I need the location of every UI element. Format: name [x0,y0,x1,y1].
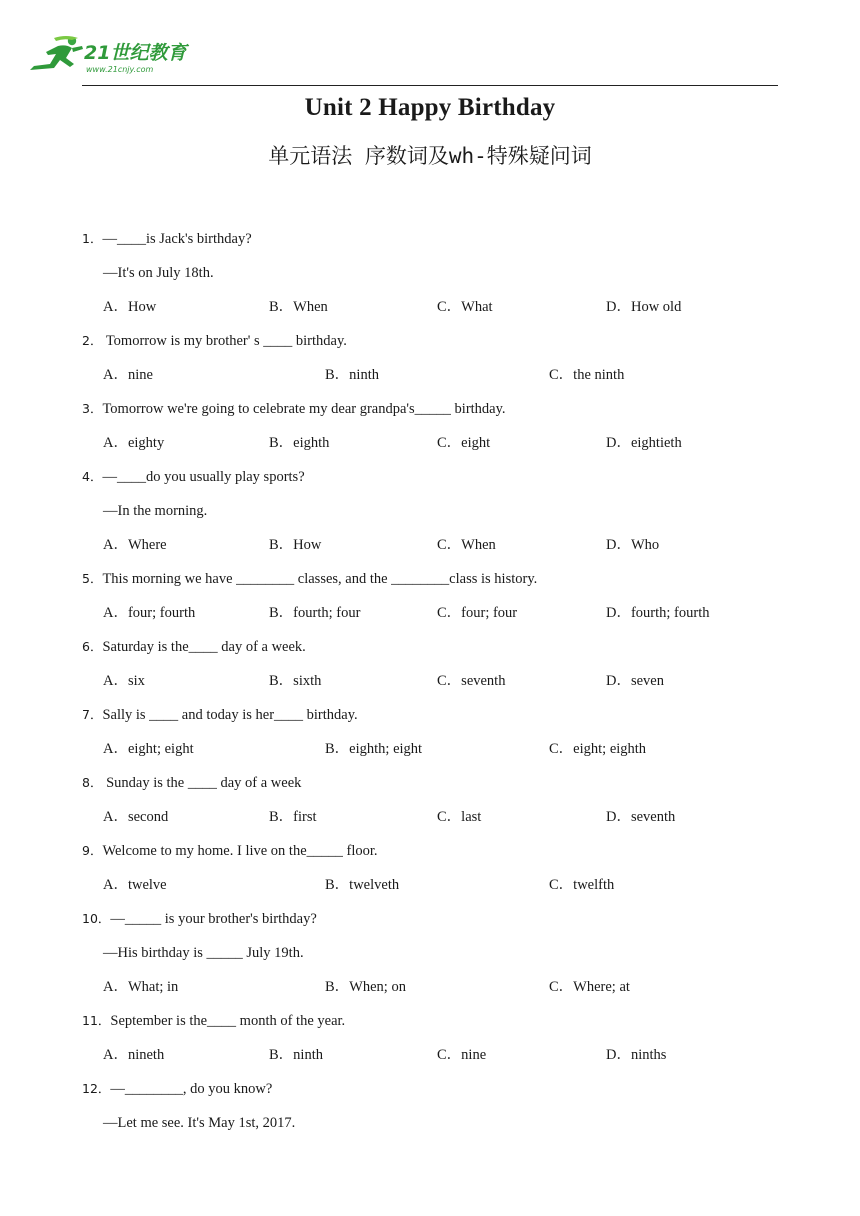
question-stem: Tomorrow we're going to celebrate my dear grandpa's_____ birthday. [102,401,506,417]
question-number: 7． [82,707,103,722]
option-c[interactable]: C．eight [437,435,491,451]
option-d[interactable]: D．fourth; fourth [606,605,710,621]
question-4 [82,466,782,568]
option-c[interactable]: C．the ninth [549,367,625,383]
question-9 [82,840,782,908]
question-stem: —____do you usually play sports? [102,469,305,485]
question-number: 6． [82,639,103,654]
option-a[interactable]: A．Where [103,537,167,553]
options-row [82,670,782,704]
question-number: 11． [82,1013,111,1028]
option-a[interactable]: A．twelve [103,877,167,893]
question-7 [82,704,782,772]
option-c[interactable]: C．What [437,299,493,315]
option-d[interactable]: D．Who [606,537,660,553]
question-stem: Sunday is the ____ day of a week [102,775,302,791]
question-stem: This morning we have ________ classes, and the ________class is history. [102,571,538,587]
header-rule [82,85,778,86]
question-2 [82,330,782,398]
question-dialogue: —In the morning. [103,503,208,519]
option-b[interactable]: B．eighth; eight [325,741,423,757]
question-number: 2． [82,333,103,348]
question-stem: September is the____ month of the year. [110,1013,346,1029]
option-a[interactable]: A．How [103,299,157,315]
question-stem: Welcome to my home. I live on the_____ floor. [102,843,378,859]
question-dialogue: —It's on July 18th. [103,265,214,281]
option-c[interactable]: C．eight; eighth [549,741,647,757]
option-b[interactable]: B．first [269,809,317,825]
option-b[interactable]: B．When; on [325,979,406,995]
question-number: 12． [82,1081,111,1096]
options-row [82,534,782,568]
question-number: 3． [82,401,103,416]
options-row [82,432,782,466]
option-b[interactable]: B．sixth [269,673,322,689]
question-10 [82,908,782,1010]
question-dialogue: —His birthday is _____ July 19th. [103,945,304,961]
options-row [82,364,782,398]
option-d[interactable]: D．seven [606,673,664,689]
question-stem: —________, do you know? [110,1081,273,1097]
option-a[interactable]: A．nineth [103,1047,165,1063]
question-number: 9． [82,843,103,858]
question-list [82,228,782,1146]
option-c[interactable]: C．last [437,809,482,825]
options-row [82,1044,782,1078]
question-1 [82,228,782,330]
option-a[interactable]: A．eight; eight [103,741,194,757]
option-a[interactable]: A．What; in [103,979,179,995]
option-b[interactable]: B．How [269,537,322,553]
option-b[interactable]: B．eighth [269,435,330,451]
question-number: 4． [82,469,103,484]
options-row [82,874,782,908]
options-row [82,602,782,636]
question-11 [82,1010,782,1078]
question-8 [82,772,782,840]
options-row [82,806,782,840]
options-row [82,738,782,772]
option-a[interactable]: A．six [103,673,145,689]
option-c[interactable]: C．four; four [437,605,518,621]
question-12 [82,1078,782,1146]
question-5 [82,568,782,636]
option-d[interactable]: D．How old [606,299,682,315]
runner-icon [30,36,83,70]
page-subtitle: 单元语法 序数词及wh-特殊疑问词 [268,144,592,168]
question-number: 10． [82,911,111,926]
question-number: 8． [82,775,103,790]
question-stem: —_____ is your brother's birthday? [110,911,317,927]
question-3 [82,398,782,466]
question-number: 1． [82,231,103,246]
option-c[interactable]: C．Where; at [549,979,630,995]
question-stem: —____is Jack's birthday? [102,231,252,247]
option-c[interactable]: C．seventh [437,673,506,689]
option-b[interactable]: B．ninth [325,367,379,383]
site-logo [26,34,194,78]
logo-url: www.21cnjy.com [86,65,154,74]
option-d[interactable]: D．seventh [606,809,676,825]
question-dialogue: —Let me see. It's May 1st, 2017. [103,1115,296,1131]
option-b[interactable]: B．ninth [269,1047,323,1063]
option-a[interactable]: A．eighty [103,435,165,451]
option-a[interactable]: A．second [103,809,169,825]
option-d[interactable]: D．eightieth [606,435,682,451]
option-c[interactable]: C．When [437,537,496,553]
options-row [82,296,782,330]
question-stem: Sally is ____ and today is her____ birthday. [102,707,358,723]
option-d[interactable]: D．ninths [606,1047,667,1063]
page-title: Unit 2 Happy Birthday [304,94,556,121]
option-b[interactable]: B．When [269,299,328,315]
option-a[interactable]: A．four; fourth [103,605,196,621]
question-6 [82,636,782,704]
option-a[interactable]: A．nine [103,367,153,383]
question-number: 5． [82,571,103,586]
options-row [82,976,782,1010]
option-c[interactable]: C．nine [437,1047,487,1063]
logo-text: 21世纪教育 [84,42,187,64]
question-stem: Saturday is the____ day of a week. [102,639,306,655]
option-b[interactable]: B．twelveth [325,877,400,893]
option-b[interactable]: B．fourth; four [269,605,361,621]
option-c[interactable]: C．twelfth [549,877,615,893]
question-stem: Tomorrow is my brother' s ____ birthday. [102,333,347,349]
